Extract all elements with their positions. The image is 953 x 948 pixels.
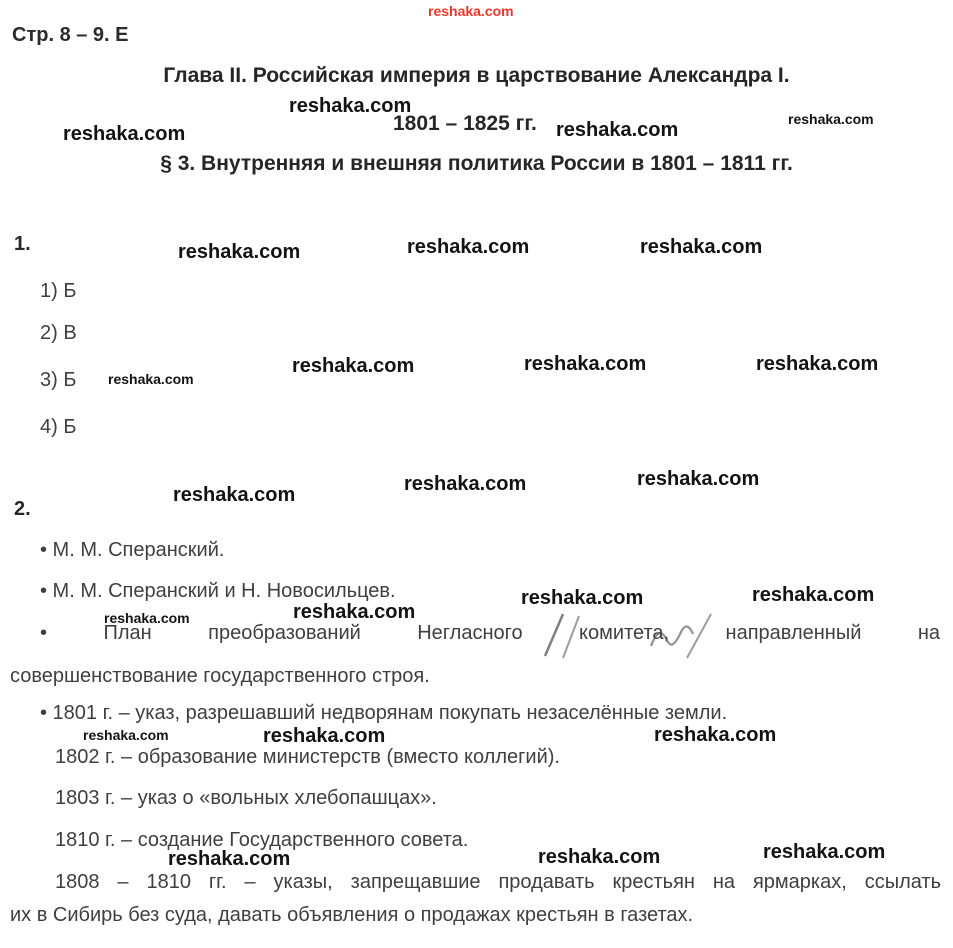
chapter-title: Глава II. Российская империя в царствование Александра I. [163,64,790,87]
pen-scribble [535,612,745,660]
task-1-number: 1. [14,233,31,255]
watermark: reshaka.com [524,353,647,375]
watermark: reshaka.com [292,355,415,377]
watermark: reshaka.com [788,111,874,127]
watermark: reshaka.com [556,119,679,141]
answer-decree-1808-line-2: их в Сибирь без суда, давать объявления о продажах крестьян в газетах. [10,904,694,926]
watermark: reshaka.com [289,95,412,117]
watermark: reshaka.com [763,841,886,863]
watermark: reshaka.com [63,123,186,145]
task-2-number: 2. [14,498,31,520]
section-title: § 3. Внутренняя и внешняя политика России в 1801 – 1811 гг. [160,152,793,175]
watermark: reshaka.com [538,846,661,868]
answer-decree-1801: • 1801 г. – указ, разрешавший недворянам покупать незаселённые земли. [40,702,728,724]
task-1-answer-4: 4) Б [40,416,77,438]
chapter-years: 1801 – 1825 гг. [393,112,537,135]
watermark: reshaka.com [407,236,530,258]
watermark: reshaka.com [293,601,416,623]
watermark: reshaka.com [83,727,169,743]
watermark: reshaka.com [168,848,291,870]
answer-decree-1802: 1802 г. – образование министерств (вместо коллегий). [55,746,560,768]
watermark: reshaka.com [752,584,875,606]
watermark: reshaka.com [521,587,644,609]
task-1-answer-3: 3) Б [40,369,77,391]
page-range-label: Стр. 8 – 9. Е [12,24,129,46]
answer-bullet-speransky-novosiltsev: • М. М. Сперанский и Н. Новосильцев. [40,580,396,602]
watermark: reshaka.com [756,353,879,375]
answer-bullet-plan-line-2: совершенствование государственного строя. [10,665,430,687]
watermark: reshaka.com [263,725,386,747]
watermark: reshaka.com [178,241,301,263]
watermark: reshaka.com [654,724,777,746]
answer-decree-1803: 1803 г. – указ о «вольных хлебопашцах». [55,787,437,809]
watermark: reshaka.com [104,610,190,626]
watermark: reshaka.com [640,236,763,258]
answer-decree-1810: 1810 г. – создание Государственного совета. [55,829,469,851]
watermark: reshaka.com [404,473,527,495]
watermark: reshaka.com [637,468,760,490]
answer-bullet-plan-line-1: • План преобразований Негласного комитета, направленный на [40,622,940,644]
task-1-answer-2: 2) В [40,322,77,344]
answer-bullet-speransky: • М. М. Сперанский. [40,539,225,561]
watermark: reshaka.com [173,484,296,506]
watermark: reshaka.com [428,3,514,19]
task-1-answer-1: 1) Б [40,280,77,302]
watermark: reshaka.com [108,371,194,387]
answer-decree-1808-line-1: 1808 – 1810 гг. – указы, запрещавшие продавать крестьян на ярмарках, ссылать [55,871,941,893]
